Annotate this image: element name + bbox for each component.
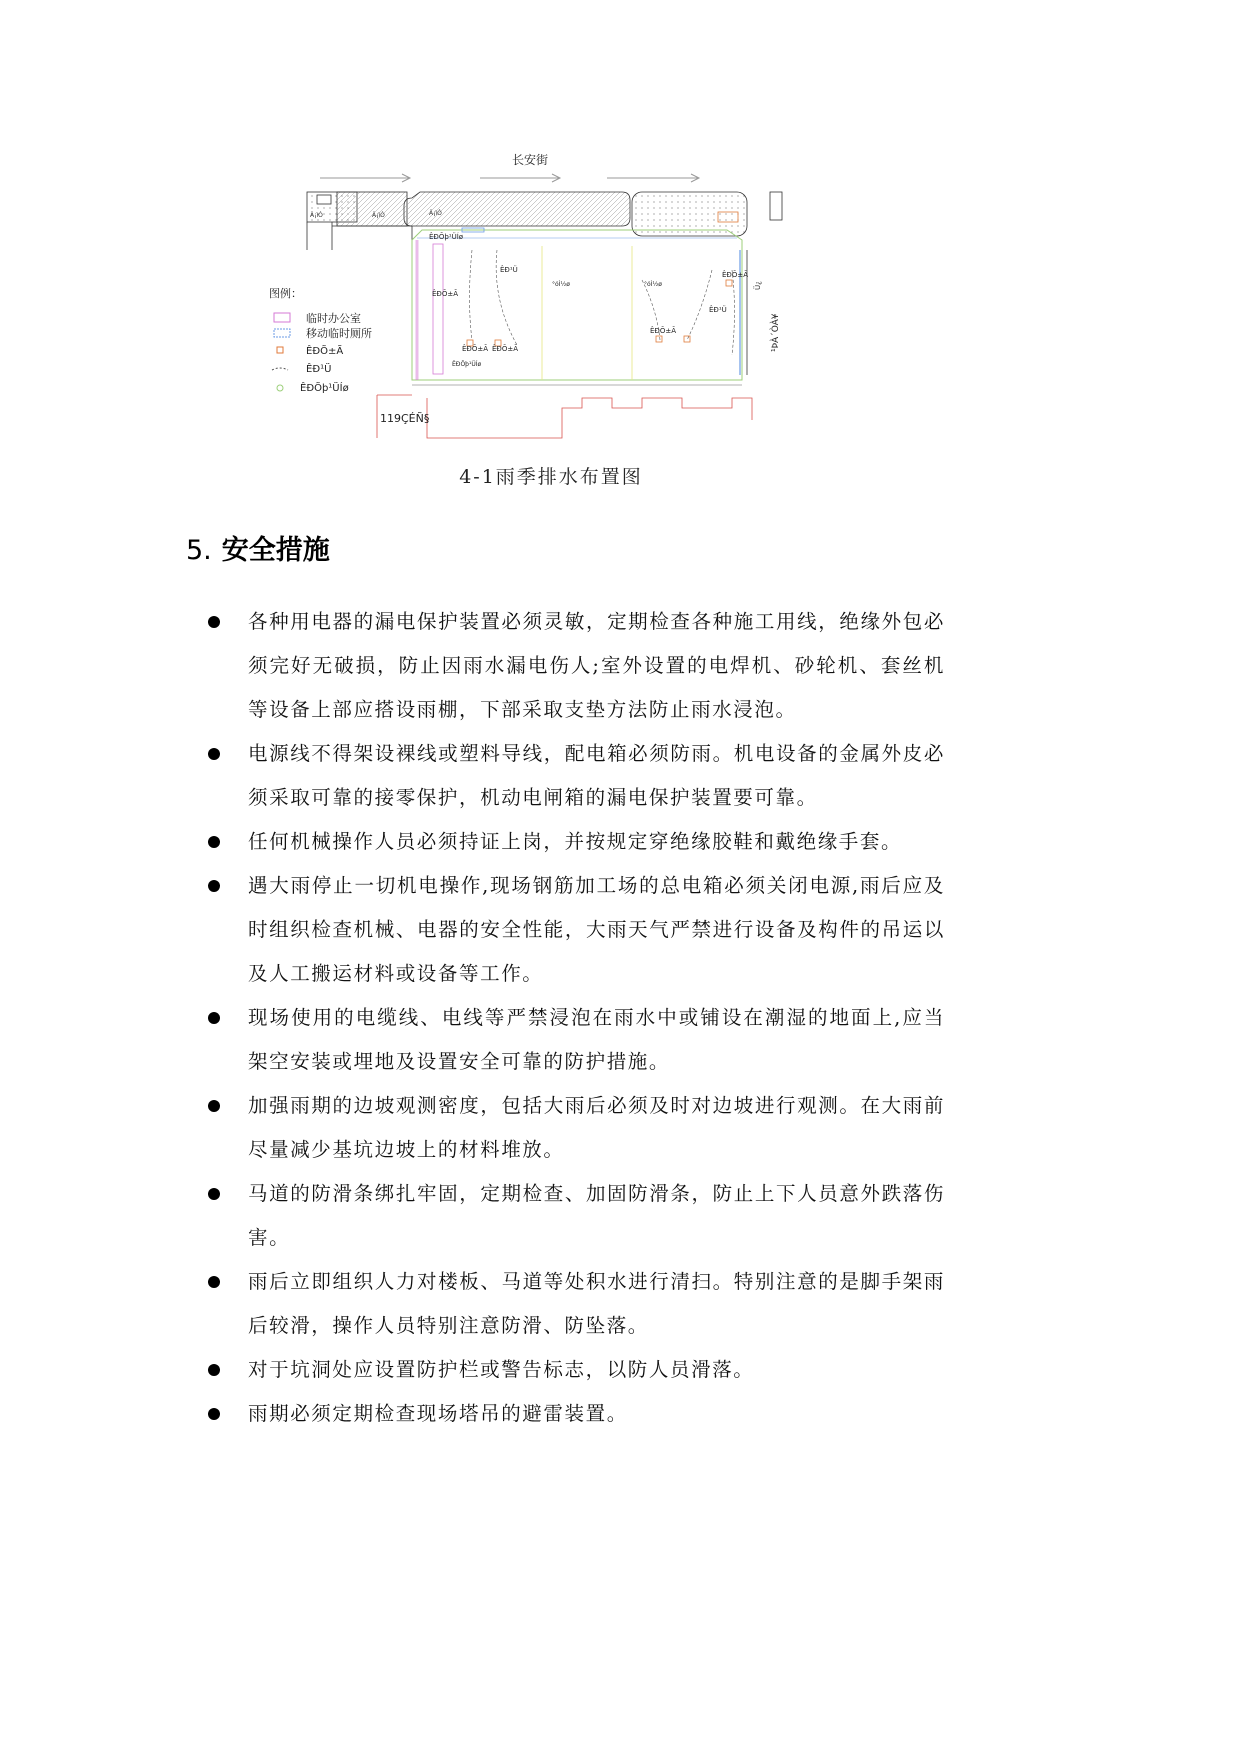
list-item-text: 雨后立即组织人力对楼板、马道等处积水进行清扫。特别注意的是脚手架雨后较滑，操作人员特别注意防滑、防坠落。 (248, 1270, 945, 1337)
pipe-label-1: ÊÐ¹Ü (500, 266, 518, 274)
bullet-icon (208, 1276, 220, 1288)
bullet-icon (208, 1012, 220, 1024)
legend-item-well: ÊÐÕ±Ã (306, 346, 344, 357)
right-road-label: ¹ÞÀ´ÒÀ¥ (771, 313, 781, 352)
list-item-text: 加强雨期的边坡观测密度，包括大雨后必须及时对边坡进行观测。在大雨前尽量减少基坑边坡上的材料堆放。 (248, 1094, 945, 1161)
pipe-label-2: ÊÐ¹Ü (709, 306, 727, 314)
legend-item-toilet: 移动临时厕所 (306, 327, 372, 340)
list-item (200, 1392, 945, 1436)
small-label-1: °óÌ½ø (552, 281, 570, 288)
right-side-label: Ü¿ (754, 281, 762, 290)
bottom-road (377, 385, 752, 438)
list-item (200, 600, 945, 732)
list-item (200, 996, 945, 1084)
building-label-1: Ä¡ìÓ (310, 212, 323, 219)
well-label-2: ÊÐÕ±Ã (462, 345, 489, 353)
legend-well-icon (277, 347, 283, 353)
small-label-2: °óÌ½ø (644, 281, 662, 288)
bullet-icon (208, 1100, 220, 1112)
section-number: 5. (186, 535, 212, 566)
list-item-text: 现场使用的电缆线、电线等严禁浸泡在雨水中或铺设在潮湿的地面上,应当架空安装或埋地及设置安全可靠的防护措施。 (248, 1006, 945, 1073)
bullet-icon (208, 1188, 220, 1200)
list-item-text: 任何机械操作人员必须持证上岗，并按规定穿绝缘胶鞋和戴绝缘手套。 (248, 830, 903, 853)
street-label: 长安街 (512, 153, 549, 167)
bullet-icon (208, 836, 220, 848)
legend-network-icon (277, 385, 283, 391)
bullet-icon (208, 1364, 220, 1376)
list-item-text: 遇大雨停止一切机电操作,现场钢筋加工场的总电箱必须关闭电源,雨后应及时组织检查机械、电器的安全性能，大雨天气严禁进行设备及构件的吊运以及人工搬运材料或设备等工作。 (248, 874, 945, 985)
bullet-icon (208, 616, 220, 628)
legend-office-icon (274, 313, 290, 322)
list-item (200, 1084, 945, 1172)
safety-measures-list (200, 600, 945, 1436)
figure-caption: 4-1雨季排水布置图 (459, 466, 643, 488)
list-item-text: 马道的防滑条绑扎牢固，定期检查、加固防滑条，防止上下人员意外跌落伤害。 (248, 1182, 945, 1249)
building-label-3: Ä¡ìÓ (429, 210, 442, 217)
list-item-text: 各种用电器的漏电保护装置必须灵敏，定期检查各种施工用线，绝缘外包必须完好无破损，防止因雨水漏电伤人;室外设置的电焊机、砂轮机、套丝机等设备上部应搭设雨棚，下部采取支垫方法防止雨水浸泡。 (248, 610, 945, 721)
list-item (200, 732, 945, 820)
list-item-text: 电源线不得架设裸线或塑料导线，配电箱必须防雨。机电设备的金属外皮必须采取可靠的接零保护，机动电闸箱的漏电保护装置要可靠。 (248, 742, 945, 809)
collection-wells (467, 280, 732, 346)
temporary-office-block (433, 244, 443, 374)
legend-item-network: ÊÐÕþ¹ÜÍø (300, 383, 349, 394)
list-item-text: 对于坑洞处应设置防护栏或警告标志，以防人员滑落。 (248, 1358, 755, 1381)
bullet-icon (208, 748, 220, 760)
list-item (200, 1348, 945, 1392)
network-label: ÊÐÕþ¹ÜÍø (429, 233, 464, 241)
traffic-arrows (320, 174, 699, 182)
list-item (200, 864, 945, 996)
legend-item-office: 临时办公室 (306, 312, 361, 325)
building-label-2: Ä¡ìÓ (372, 212, 385, 219)
section-title: 安全措施 (221, 535, 330, 566)
rainy-season-drainage-layout-figure (262, 140, 802, 440)
legend-item-pipe: ÊÐ¹Ü (306, 364, 332, 375)
street-buildings (307, 192, 782, 250)
well-label-3: ÊÐÕ±Ã (492, 345, 519, 353)
legend-pipe-icon (272, 368, 288, 370)
small-label-3: ÊÐÕþ¹ÜÍø (452, 361, 482, 368)
well-label-4: ÊÐÕ±Ã (650, 327, 677, 335)
well-label-5: ÊÐÕ±Ã (722, 271, 749, 279)
bullet-icon (208, 880, 220, 892)
legend-toilet-icon (274, 329, 290, 337)
section-heading (186, 528, 330, 567)
list-item (200, 1260, 945, 1348)
list-item-text: 雨期必须定期检查现场塔吊的避雷装置。 (248, 1402, 628, 1425)
site-outline (412, 230, 747, 380)
bottom-road-label: 119ÇÉÑ§ (380, 412, 430, 425)
list-item (200, 820, 945, 864)
bullet-icon (208, 1408, 220, 1420)
well-label-1: ÊÐÕ±Ã (432, 290, 459, 298)
list-item (200, 1172, 945, 1260)
legend-title: 图例： (269, 287, 302, 300)
